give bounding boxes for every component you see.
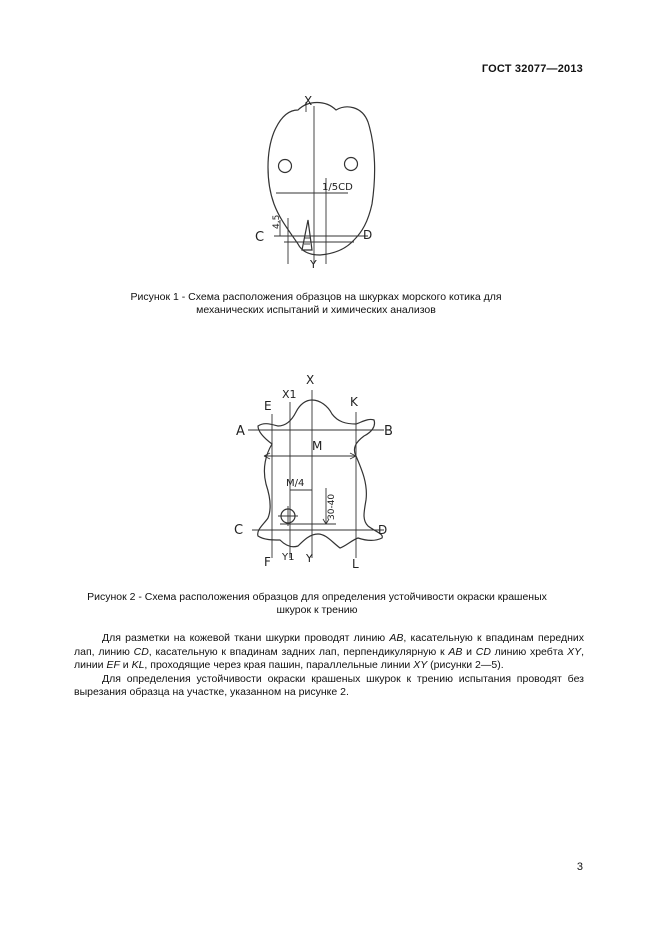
figure-1-diagram: [250, 92, 390, 277]
label-m4: M/4: [286, 478, 305, 489]
label-c: C: [234, 523, 244, 538]
p1-text-6: , линии: [74, 645, 585, 672]
p1-text-4: и: [462, 645, 476, 658]
paragraph-marking-lines: [74, 632, 584, 673]
paragraph-test-without-cutting: Для определения устойчивости окраски крашеных шкурок к трению испытания проводят без вырезания образца на участке, указанном на рисунке 2.: [74, 672, 584, 699]
sample-triangle: [302, 220, 312, 250]
document-standard-number: ГОСТ 32077—2013: [481, 63, 583, 75]
figure-2-caption: [60, 591, 574, 616]
p1-text-9: (рисунки 2—5).: [427, 659, 504, 672]
body-text: [74, 632, 584, 700]
label-b: B: [384, 424, 393, 439]
label-k: K: [350, 395, 358, 409]
label-x: X: [304, 94, 313, 108]
label-x1: X1: [282, 388, 297, 401]
label-e: E: [264, 399, 272, 413]
label-y1: Y1: [282, 552, 295, 563]
p1-text-7: и: [119, 659, 132, 672]
p1-term-xy: XY: [567, 645, 582, 658]
p1-term-cd-2: CD: [475, 645, 491, 658]
p1-text-8: , проходящие через края пашин, параллельные линии: [144, 659, 414, 672]
figure-2-caption-line1: Рисунок 2 - Схема расположения образцов для определения устойчивости окраски крашеных: [87, 591, 547, 603]
label-y: Y: [310, 258, 317, 271]
figure-1-caption: [100, 291, 532, 316]
p1-term-ef: EF: [106, 659, 120, 672]
fur-seal-head-outline: [268, 103, 375, 256]
left-eye-circle: [279, 160, 292, 173]
p1-text-2: , касательную к впадинам передних лап, линию: [74, 632, 584, 658]
label-f: F: [264, 555, 271, 569]
figure-2-caption-line2: шкурок к трению: [276, 603, 358, 616]
figure-2-svg: [228, 372, 410, 572]
page-number: 3: [576, 861, 583, 873]
figure-1-caption-line2: механических испытаний и химических анализов: [196, 303, 436, 316]
figure-2-diagram: [228, 372, 410, 572]
p1-text-1: Для разметки на кожевой ткани шкурки проводят линию: [102, 632, 390, 644]
label-a: A: [236, 424, 245, 439]
label-fraction: 1/5CD: [322, 182, 353, 193]
label-l: L: [352, 557, 359, 571]
label-x: X: [306, 373, 315, 387]
label-d: D: [378, 523, 388, 537]
figure-1-caption-line1: Рисунок 1 - Схема расположения образцов на шкурках морского котика для: [130, 291, 502, 303]
right-eye-circle: [345, 158, 358, 171]
label-d: D: [363, 228, 373, 242]
p1-term-xy-2: XY: [413, 659, 428, 672]
label-m: M: [312, 439, 323, 453]
p1-term-ab-2: AB: [448, 645, 463, 658]
label-y: Y: [306, 552, 313, 565]
p1-term-cd: CD: [133, 645, 149, 658]
p1-text-3: , касательную к впадинам задних лап, перпендикулярную к: [148, 645, 449, 658]
label-c: C: [255, 230, 265, 245]
p1-term-ab: AB: [389, 632, 404, 644]
label-size: 4,5: [272, 214, 282, 229]
p1-term-kl: KL: [131, 659, 145, 672]
figure-1-svg: [250, 92, 390, 277]
label-range: 30-40: [327, 493, 337, 520]
pelt-outline: [258, 400, 383, 548]
p1-text-5: линию хребта: [490, 645, 568, 658]
